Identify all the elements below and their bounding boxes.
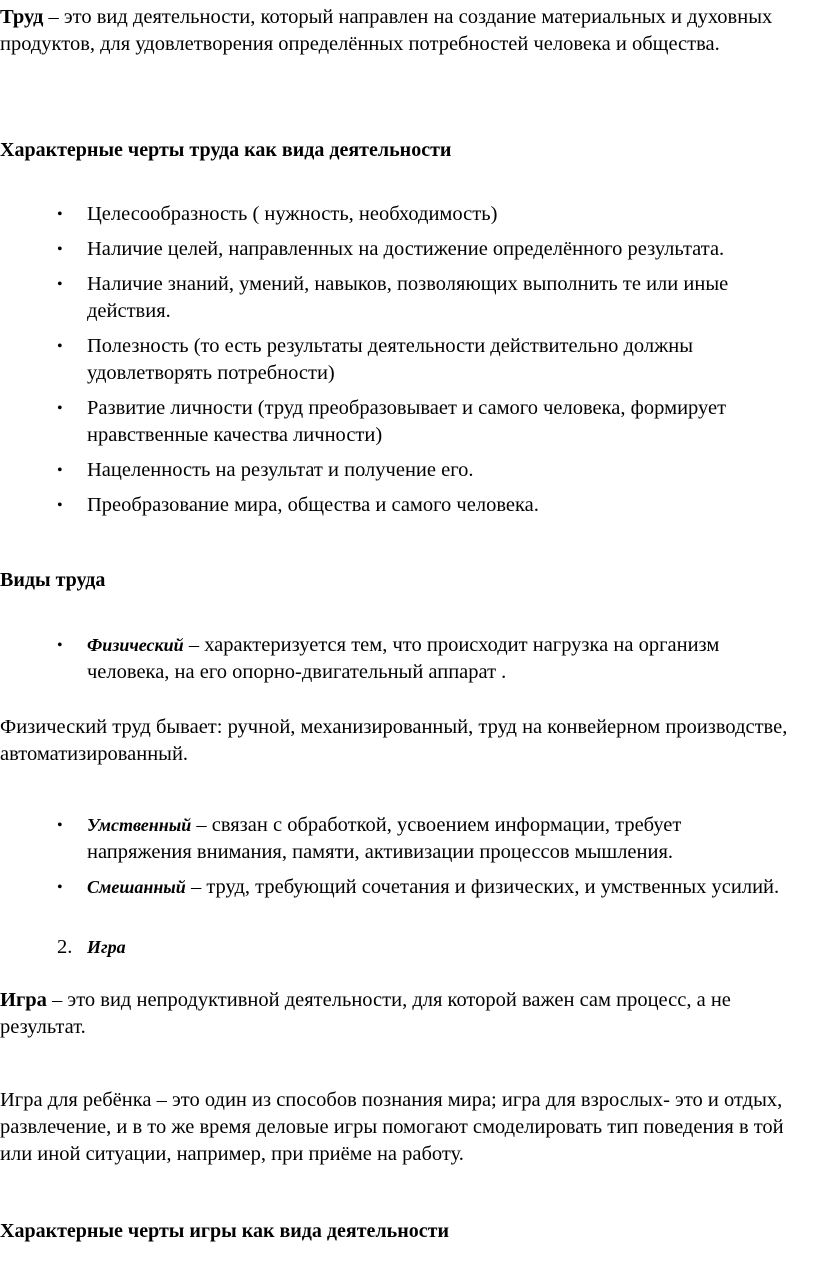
- list-item: • Наличие целей, направленных на достижение определённого результата.: [0, 236, 787, 263]
- physical-term: Физический: [87, 635, 184, 655]
- physical-kinds-paragraph: Физический труд бывает: ручной, механизированный, труд на конвейерном производстве, автоматизированный.: [0, 716, 788, 765]
- labor-term: Труд: [0, 6, 44, 28]
- list-item: • Целесообразность ( нужность, необходимость): [0, 201, 787, 228]
- labor-types-list-2: [0, 812, 812, 909]
- labor-types-list-1: [0, 632, 812, 694]
- game-term: Игра: [0, 989, 47, 1011]
- heading-labor-traits: Характерные черты труда как вида деятельности: [0, 139, 452, 161]
- mixed-text: – труд, требующий сочетания и физических, и умственных усилий.: [185, 876, 780, 898]
- list-item: • Полезность (то есть результаты деятельности действительно должны удовлетворять потребности): [0, 333, 787, 387]
- mental-term: Умственный: [87, 815, 192, 835]
- labor-definition-text: – это вид деятельности, который направлен на создание материальных и духовных продуктов, для удовлетворения определённых потребностей человека и общества.: [0, 6, 773, 55]
- item-number: 2.: [57, 936, 73, 958]
- game-definition: [0, 987, 812, 1041]
- heading-labor-types: Виды труда: [0, 569, 106, 591]
- heading-game-traits: Характерные черты игры как вида деятельности: [0, 1220, 449, 1242]
- labor-definition: [0, 4, 812, 58]
- game-paragraph: Игра для ребёнка – это один из способов познания мира; игра для взрослых- это и отдых, развлечение, и в то же время деловые игры помогают смоделировать тип поведения в той или иной ситуации, например, при приёме на работу.: [0, 1089, 784, 1165]
- game-definition-text: – это вид непродуктивной деятельности, для которой важен сам процесс, а не результат.: [0, 989, 731, 1038]
- list-item: • Развитие личности (труд преобразовывает и самого человека, формирует нравственные качества личности): [0, 395, 787, 449]
- list-item: • Наличие знаний, умений, навыков, позволяющих выполнить те или иные действия.: [0, 271, 787, 325]
- mixed-term: Смешанный: [87, 877, 186, 897]
- list-item: • Нацеленность на результат и получение его.: [0, 457, 787, 484]
- mental-text: – связан с обработкой, усвоением информации, требует напряжения внимания, памяти, активизации процессов мышления.: [87, 814, 682, 863]
- labor-traits-list: [0, 201, 812, 527]
- list-item: • Преобразование мира, общества и самого человека.: [0, 492, 787, 519]
- list-item-mixed: [0, 874, 787, 901]
- list-item-mental: [0, 812, 787, 866]
- item-label: Игра: [87, 937, 126, 957]
- list-item-physical: [0, 632, 787, 686]
- physical-text: – характеризуется тем, что происходит нагрузка на организм человека, на его опорно-двигательный аппарат .: [87, 634, 720, 683]
- numbered-item-game: [57, 934, 126, 961]
